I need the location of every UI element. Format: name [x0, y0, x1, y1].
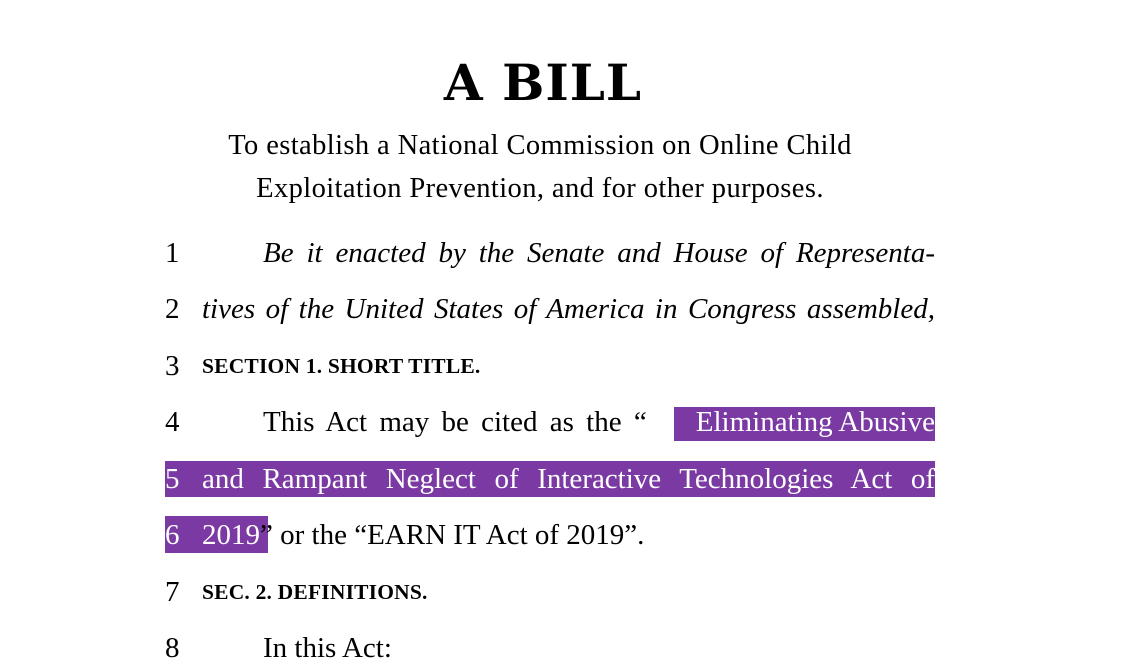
bill-line	[0, 626, 1000, 670]
line-number: 3	[165, 350, 180, 382]
body-text-segment: ” or the “EARN IT Act of 2019”.	[260, 519, 645, 551]
highlighted-text: Eliminating Abusive	[695, 406, 935, 438]
highlighted-text: and Rampant Neglect of Interactive Technologies Act of	[202, 463, 935, 495]
enacting-clause-line: tives of the United States of America in Congress assembled,	[202, 293, 935, 325]
bill-line	[0, 344, 1000, 388]
bill-line	[0, 457, 1000, 501]
purpose-line-1: To establish a National Commission on Online Child	[228, 130, 852, 161]
line-number: 6	[165, 519, 180, 551]
enacting-clause-line: Be it enacted by the Senate and House of Representa-	[263, 237, 935, 269]
line-number: 5	[165, 463, 180, 495]
bill-purpose	[190, 124, 890, 210]
bill-line	[0, 570, 1000, 614]
bill-line	[0, 400, 1000, 444]
body-text-line: In this Act:	[263, 632, 392, 664]
section-heading: SEC. 2. DEFINITIONS.	[202, 580, 428, 604]
line-number: 4	[165, 406, 180, 438]
highlighted-text: 2019	[202, 519, 260, 551]
body-text-line	[202, 513, 935, 557]
bill-title: A BILL	[443, 53, 643, 112]
body-text-segment: This Act may be cited as the “	[263, 406, 647, 438]
body-text-line	[263, 400, 935, 444]
bill-line	[0, 231, 1000, 275]
purpose-line-2: Exploitation Prevention, and for other purposes.	[256, 173, 824, 204]
bill-line	[0, 287, 1000, 331]
line-number: 1	[165, 237, 180, 269]
section-heading: SECTION 1. SHORT TITLE.	[202, 354, 481, 378]
line-number: 8	[165, 632, 180, 664]
line-number: 7	[165, 576, 180, 608]
bill-line	[0, 513, 1000, 557]
line-number: 2	[165, 293, 180, 325]
